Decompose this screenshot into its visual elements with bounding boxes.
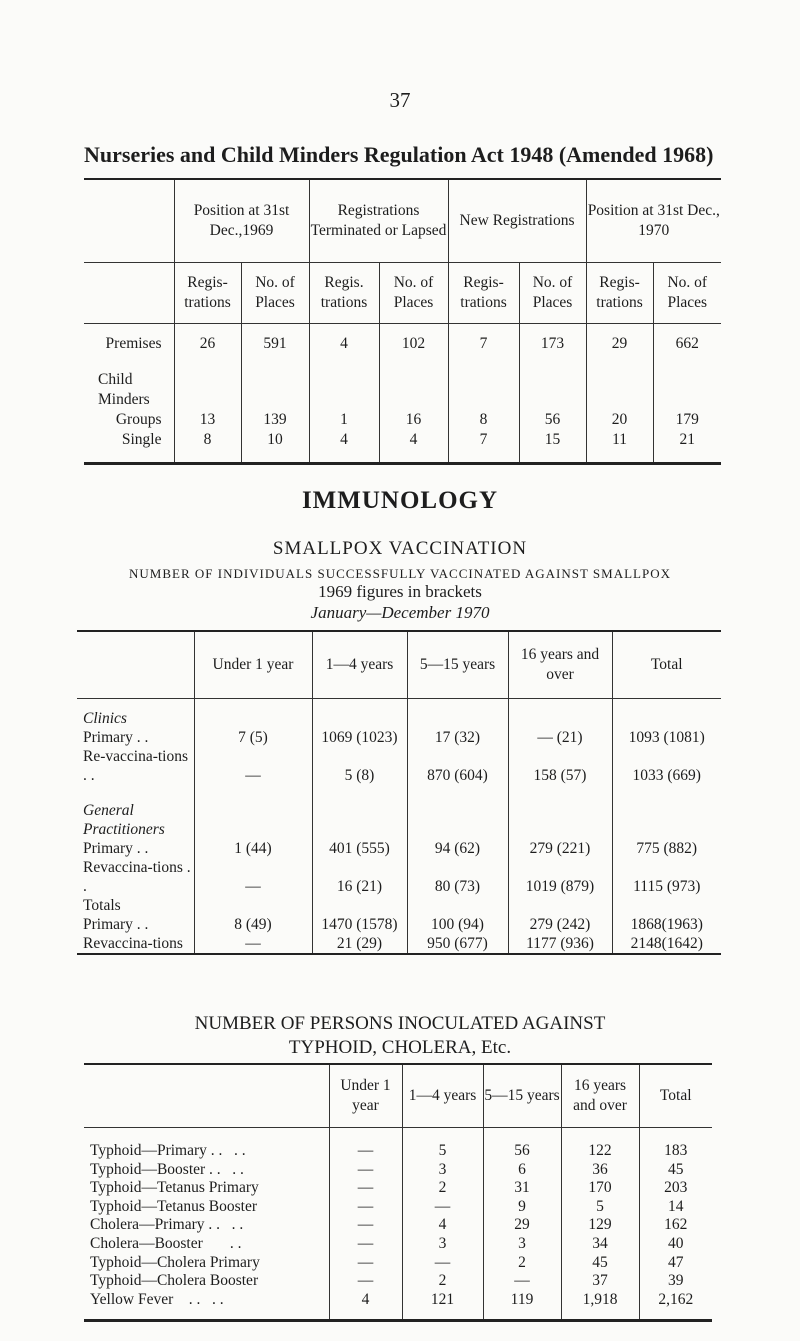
table-cell: 279 (242): [508, 915, 612, 934]
table-cell: 3: [483, 1235, 561, 1254]
table-cell: 4: [329, 1291, 402, 1321]
sub-header: No. of Places: [241, 263, 309, 324]
table-cell: 870 (604): [407, 747, 508, 785]
row-label: Primary . .: [83, 840, 149, 857]
table-cell: 21 (29): [312, 934, 407, 954]
table-cell: 2: [483, 1254, 561, 1273]
column-header: Total: [639, 1064, 712, 1128]
table-row: [84, 324, 721, 355]
table-row: [84, 1272, 712, 1291]
table-cell: 173: [519, 324, 586, 355]
table-cell: —: [329, 1179, 402, 1198]
table-cell: 94 (62): [407, 839, 508, 858]
table-cell: 3: [402, 1161, 483, 1180]
table-cell: 1868(1963): [612, 915, 721, 934]
table-cell: 183: [639, 1142, 712, 1161]
row-label: Single: [121, 431, 162, 448]
table-cell: 45: [639, 1161, 712, 1180]
column-header: 1—4 years: [312, 631, 407, 699]
table-cell: 56: [519, 410, 586, 430]
table-cell: 170: [561, 1179, 639, 1198]
table-cell: 3: [402, 1235, 483, 1254]
table-cell: 15: [519, 430, 586, 464]
inoculation-heading-line2: TYPHOID, CHOLERA, Etc.: [288, 1037, 512, 1058]
table-cell: 1115 (973): [612, 858, 721, 896]
smallpox-subtitle: NUMBER OF INDIVIDUALS SUCCESSFULLY VACCINATED AGAINST SMALLPOX: [129, 566, 671, 581]
table-cell: —: [329, 1216, 402, 1235]
row-label: Cholera—Booster . .: [90, 1234, 242, 1252]
sub-header: No. of Places: [519, 263, 586, 324]
empty-header-cell: [84, 179, 174, 263]
table-cell: 34: [561, 1235, 639, 1254]
table-cell: 279 (221): [508, 839, 612, 858]
table-cell: 5 (8): [312, 747, 407, 785]
row-label: Typhoid—Tetanus Booster: [90, 1197, 258, 1215]
table-cell: 21: [653, 430, 721, 464]
table-cell: — (21): [508, 728, 612, 747]
sub-header: Regis-trations: [586, 263, 653, 324]
empty-header-cell: [84, 1064, 329, 1128]
group-header: New Registrations: [448, 179, 586, 263]
table-cell: 8: [174, 430, 241, 464]
table-cell: 37: [561, 1272, 639, 1291]
table-cell: 401 (555): [312, 839, 407, 858]
table-cell: 100 (94): [407, 915, 508, 934]
table-cell: 1093 (1081): [612, 728, 721, 747]
table-cell: 4: [309, 324, 379, 355]
smallpox-note: 1969 figures in brackets: [318, 582, 482, 601]
table-row: [84, 1216, 712, 1235]
table-cell: 1069 (1023): [312, 728, 407, 747]
table-row: [84, 1235, 712, 1254]
empty-header-cell: [77, 631, 194, 699]
row-label: Child Minders: [98, 371, 150, 408]
table-cell: 1019 (879): [508, 858, 612, 896]
table-cell: 139: [241, 410, 309, 430]
table-cell: —: [329, 1198, 402, 1217]
table-row: [77, 699, 721, 729]
row-label: Groups: [115, 411, 162, 428]
smallpox-period: January—December 1970: [310, 603, 490, 622]
table-cell: 20: [586, 410, 653, 430]
immunology-heading: IMMUNOLOGY: [301, 487, 499, 514]
row-label: Yellow Fever . . . .: [90, 1290, 224, 1308]
table-cell: 121: [402, 1291, 483, 1321]
table-cell: 775 (882): [612, 839, 721, 858]
table-cell: 129: [561, 1216, 639, 1235]
page-number: 37: [389, 88, 411, 112]
table-row: [84, 430, 721, 464]
section-label: Totals: [83, 897, 121, 914]
table-cell: 119: [483, 1291, 561, 1321]
table-row: [77, 934, 721, 954]
inoculation-table: [84, 1063, 712, 1322]
smallpox-heading: SMALLPOX VACCINATION: [272, 538, 528, 559]
table-cell: 29: [586, 324, 653, 355]
row-label: Typhoid—Cholera Primary: [90, 1253, 260, 1271]
table-cell: 7 (5): [194, 728, 312, 747]
table-cell: 591: [241, 324, 309, 355]
table-cell: 5: [402, 1142, 483, 1161]
row-label: Primary . .: [83, 916, 149, 933]
table-cell: 29: [483, 1216, 561, 1235]
table-cell: 16: [379, 410, 448, 430]
inoculation-heading-line1: NUMBER OF PERSONS INOCULATED AGAINST: [194, 1013, 606, 1034]
sub-header: Regis-trations: [174, 263, 241, 324]
table-cell: 80 (73): [407, 858, 508, 896]
table-cell: —: [483, 1272, 561, 1291]
table-cell: 179: [653, 410, 721, 430]
table-cell: 7: [448, 324, 519, 355]
table-cell: 102: [379, 324, 448, 355]
table-cell: 36: [561, 1161, 639, 1180]
sub-header: Regis. trations: [309, 263, 379, 324]
table-cell: 10: [241, 430, 309, 464]
sub-header: No. of Places: [379, 263, 448, 324]
table-cell: 16 (21): [312, 858, 407, 896]
table-cell: 47: [639, 1254, 712, 1273]
table-cell: 162: [639, 1216, 712, 1235]
row-label: Cholera—Primary . . . .: [90, 1216, 244, 1234]
table-cell: 1033 (669): [612, 747, 721, 785]
group-header: Position at 31st Dec.,1969: [174, 179, 309, 263]
table-cell: —: [329, 1142, 402, 1161]
table-cell: —: [194, 858, 312, 896]
row-label: Re-vaccina-tions . .: [83, 748, 189, 784]
table-cell: 950 (677): [407, 934, 508, 954]
table-cell: 662: [653, 324, 721, 355]
table-cell: —: [329, 1161, 402, 1180]
table-row: [84, 1254, 712, 1273]
smallpox-table: [77, 630, 721, 955]
table-cell: 1177 (936): [508, 934, 612, 954]
table-row: [77, 728, 721, 747]
table-cell: 2148(1642): [612, 934, 721, 954]
table-cell: 2: [402, 1272, 483, 1291]
table-row: [77, 839, 721, 858]
row-label: Revaccina-tions: [83, 935, 183, 952]
group-header: Registrations Terminated or Lapsed: [309, 179, 448, 263]
table-row: [84, 1142, 712, 1161]
table-row: [77, 785, 721, 839]
row-label: Typhoid—Cholera Booster: [90, 1272, 259, 1290]
table-row: [84, 1198, 712, 1217]
table-cell: 4: [402, 1216, 483, 1235]
row-label: Primary . .: [83, 729, 149, 746]
column-header: 16 years and over: [508, 631, 612, 699]
column-header: 5—15 years: [483, 1064, 561, 1128]
table-cell: 5: [561, 1198, 639, 1217]
sub-header: No. of Places: [653, 263, 721, 324]
table-row: [84, 354, 721, 410]
table-cell: 203: [639, 1179, 712, 1198]
section-label: General Practitioners: [83, 802, 165, 838]
column-header: 16 years and over: [561, 1064, 639, 1128]
row-label: Revaccina-tions . .: [83, 859, 191, 895]
table-cell: 4: [309, 430, 379, 464]
table-cell: —: [329, 1272, 402, 1291]
table-cell: —: [194, 934, 312, 954]
table-cell: 2: [402, 1179, 483, 1198]
table-row: [84, 1179, 712, 1198]
table-cell: —: [402, 1254, 483, 1273]
table-cell: 13: [174, 410, 241, 430]
table-cell: —: [194, 747, 312, 785]
table-cell: 1,918: [561, 1291, 639, 1321]
table-cell: 45: [561, 1254, 639, 1273]
table-row: [84, 410, 721, 430]
empty-header-cell: [84, 263, 174, 324]
table-cell: 1: [309, 410, 379, 430]
section-label: Clinics: [83, 710, 127, 727]
table-cell: 9: [483, 1198, 561, 1217]
row-label: Premises: [105, 335, 162, 352]
table-row: [77, 747, 721, 785]
table-cell: 31: [483, 1179, 561, 1198]
table-row: [84, 1161, 712, 1180]
table-cell: 1 (44): [194, 839, 312, 858]
table-cell: 2,162: [639, 1291, 712, 1321]
column-header: Under 1 year: [329, 1064, 402, 1128]
table-row: [77, 915, 721, 934]
table-cell: 122: [561, 1142, 639, 1161]
table-cell: 39: [639, 1272, 712, 1291]
table-cell: 4: [379, 430, 448, 464]
column-header: 1—4 years: [402, 1064, 483, 1128]
nurseries-table: [84, 178, 721, 465]
table-cell: 17 (32): [407, 728, 508, 747]
row-label: Typhoid—Tetanus Primary: [90, 1179, 259, 1197]
group-header: Position at 31st Dec., 1970: [586, 179, 721, 263]
table-row: [84, 1291, 712, 1321]
row-label: Typhoid—Primary . . . .: [90, 1142, 246, 1159]
table-cell: 6: [483, 1161, 561, 1180]
table-cell: 8: [448, 410, 519, 430]
table-cell: 14: [639, 1198, 712, 1217]
table-cell: 158 (57): [508, 747, 612, 785]
inoculation-heading: [0, 1012, 800, 1060]
row-label: Typhoid—Booster . . . .: [90, 1160, 244, 1178]
table-cell: 7: [448, 430, 519, 464]
table-cell: —: [402, 1198, 483, 1217]
table-cell: —: [329, 1254, 402, 1273]
column-header: Total: [612, 631, 721, 699]
table-cell: 40: [639, 1235, 712, 1254]
table-cell: 26: [174, 324, 241, 355]
table-cell: —: [329, 1235, 402, 1254]
column-header: Under 1 year: [194, 631, 312, 699]
column-header: 5—15 years: [407, 631, 508, 699]
page-title: Nurseries and Child Minders Regulation Act 1948 (Amended 1968): [84, 142, 714, 167]
table-cell: 11: [586, 430, 653, 464]
table-row: [77, 896, 721, 915]
table-cell: 56: [483, 1142, 561, 1161]
table-cell: 8 (49): [194, 915, 312, 934]
table-cell: 1470 (1578): [312, 915, 407, 934]
table-row: [77, 858, 721, 896]
sub-header: Regis-trations: [448, 263, 519, 324]
